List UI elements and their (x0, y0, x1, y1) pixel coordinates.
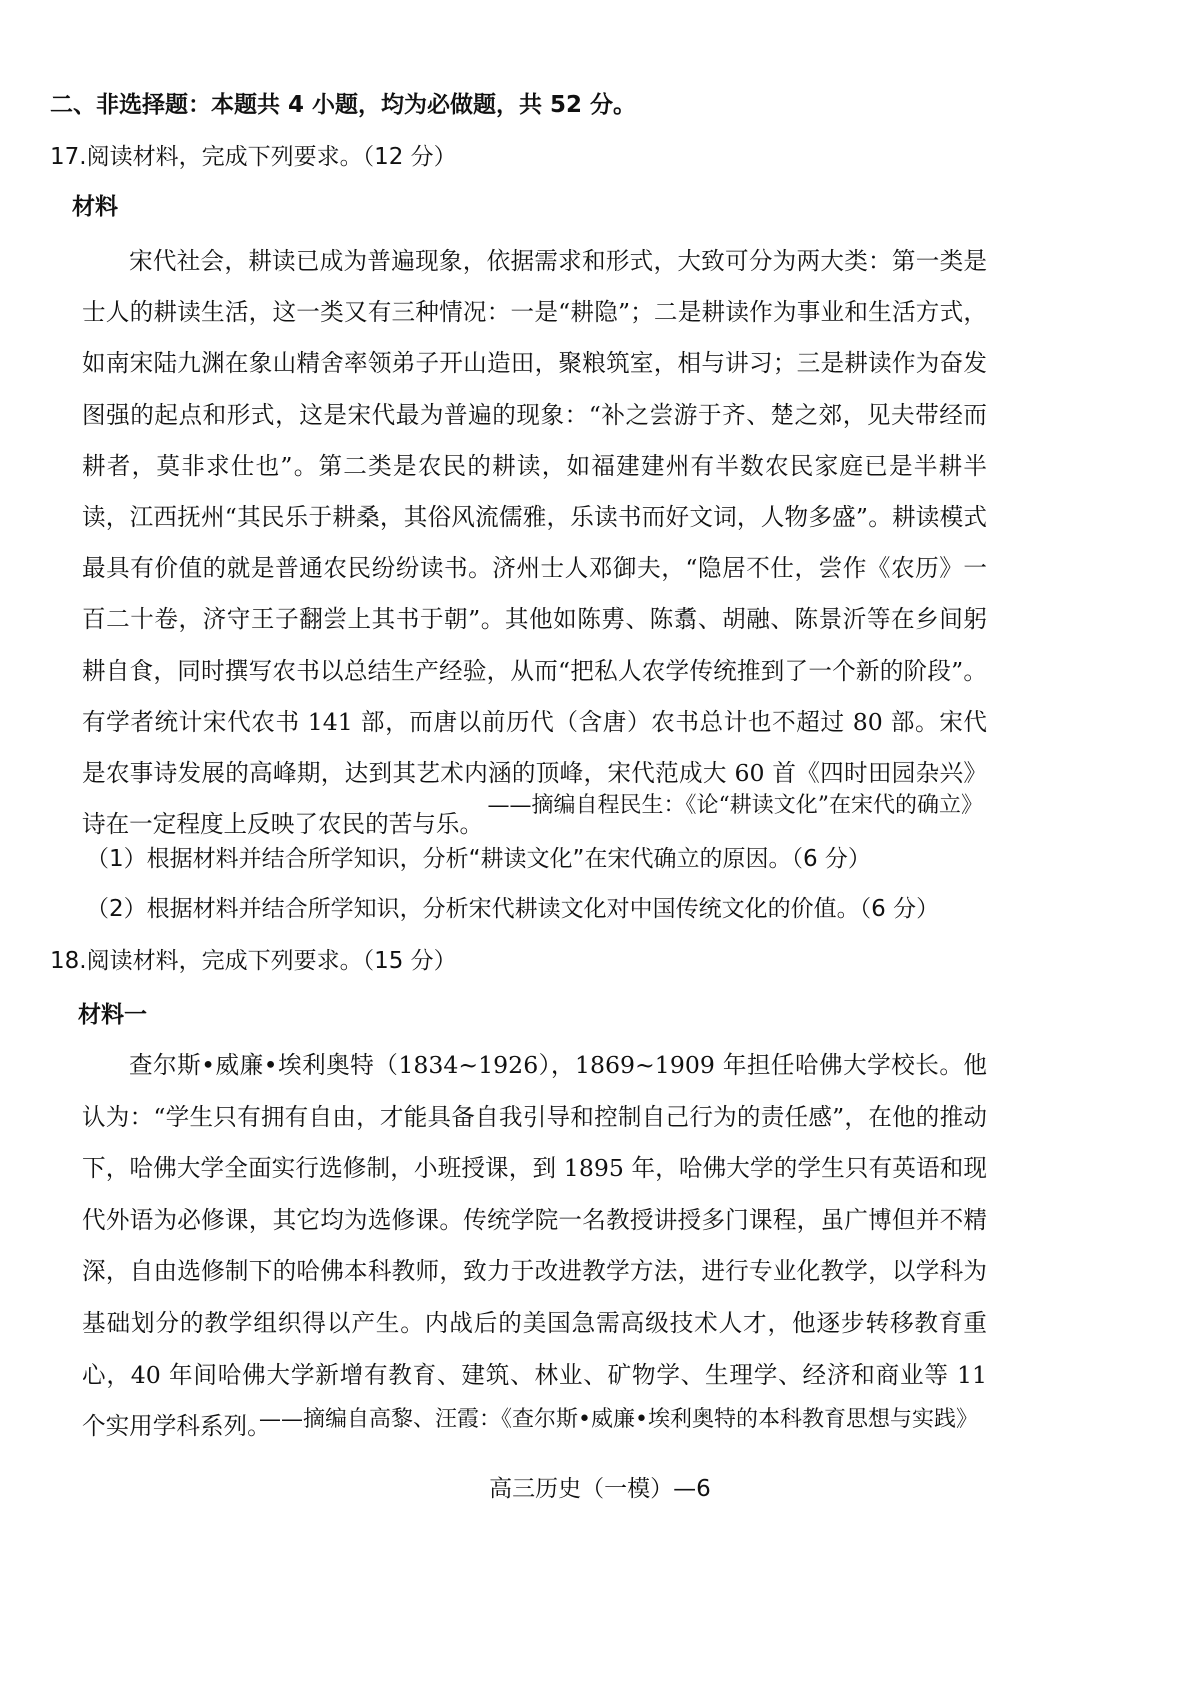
question-17-title: 17.阅读材料，完成下列要求。（12 分） (50, 144, 457, 170)
question-17-subquestion-1: （1）根据材料并结合所学知识，分析“耕读文化”在宋代确立的原因。（6 分） (86, 846, 871, 872)
page-footer: 高三历史（一模）—6 (489, 1476, 711, 1502)
question-18-title: 18.阅读材料，完成下列要求。（15 分） (50, 948, 457, 974)
question-18-source: ——摘编自高黎、汪霞：《查尔斯•威廉•埃利奥特的本科教育思想与实践》 (259, 1407, 978, 1432)
question-17-source: ——摘编自程民生：《论“耕读文化”在宋代的确立》 (487, 793, 983, 818)
question-17-material-text: 宋代社会，耕读已成为普遍现象，依据需求和形式，大致可分为两大类：第一类是士人的耕读生活，这一类又有三种情况：一是“耕隐”；二是耕读作为事业和生活方式，如南宋陆九渊在象山精舍率领弟子开山造田，聚粮筑室，相与讲习；三是耕读作为奋发图强的起点和形式，这是宋代最为普遍的现象：“补之尝游于齐、楚之郊，见夫带经而耕者，莫非求仕也”。第二类是农民的耕读，如福建建州有半数农民家庭已是半耕半读，江西抚州“其民乐于耕桑，其俗风流儒雅，乐读书而好文词，人物多盛”。耕读模式最具有价值的就是普通农民纷纷读书。济州士人邓御夫，“隐居不仕，尝作《农历》一百二十卷，济守王子翻尝上其书于朝”。其他如陈旉、陈翥、胡融、陈景沂等在乡间躬耕自食，同时撰写农书以总结生产经验，从而“把私人农学传统推到了一个新的阶段”。有学者统计宋代农书 141 部，而唐以前历代（含唐）农书总计也不超过 80 部。宋代是农事诗发展的高峰期，达到其艺术内涵的顶峰，宋代范成大 60 首《四时田园杂兴》诗在一定程度上反映了农民的苦与乐。 (82, 247, 987, 839)
question-18-material-label: 材料一 (78, 1002, 147, 1028)
question-18-material-text: 查尔斯•威廉•埃利奥特（1834~1926），1869~1909 年担任哈佛大学校长。他认为：“学生只有拥有自由，才能具备自我引导和控制自己行为的责任感”，在他的推动下，哈佛大学全面实行选修制，小班授课，到 1895 年，哈佛大学的学生只有英语和现代外语为必修课，其它均为选修课。传统学院一名教授讲授多门课程，虽广博但并不精深，自由选修制下的哈佛本科教师，致力于改进教学方法，进行专业化教学，以学科为基础划分的教学组织得以产生。内战后的美国急需高级技术人才，他逐步转移教育重心，40 年间哈佛大学新增有教育、建筑、林业、矿物学、生理学、经济和商业等 11 个实用学科系列。 (82, 1051, 987, 1441)
section-header: 二、非选择题：本题共 4 小题，均为必做题，共 52 分。 (50, 92, 637, 118)
question-17-subquestion-2: （2）根据材料并结合所学知识，分析宋代耕读文化对中国传统文化的价值。（6 分） (86, 896, 940, 922)
question-17-material-label: 材料 (72, 194, 118, 220)
